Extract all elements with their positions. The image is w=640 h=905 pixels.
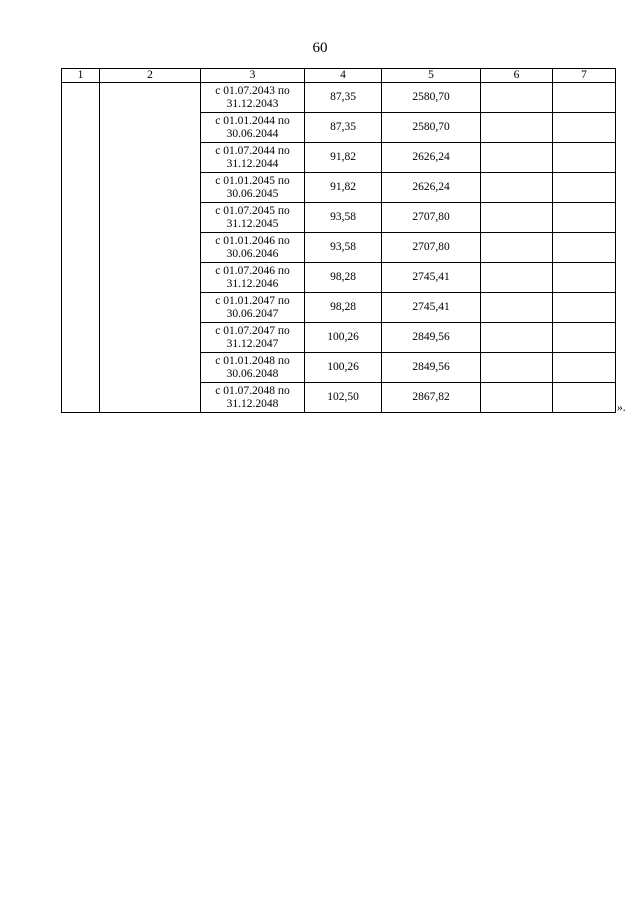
value-col5: 2626,24 — [382, 143, 481, 173]
period-end: 31.12.2048 — [226, 397, 279, 410]
value-col4: 100,26 — [305, 323, 382, 353]
period-start: с 01.01.2045 по — [215, 174, 290, 187]
column-header-2: 2 — [100, 69, 201, 83]
value-col4: 100,26 — [305, 353, 382, 383]
period-start: с 01.07.2045 по — [215, 204, 290, 217]
period-start: с 01.07.2046 по — [215, 264, 290, 277]
value-col7 — [553, 203, 616, 233]
period-cell — [201, 293, 305, 323]
period-cell — [201, 353, 305, 383]
column-header-3: 3 — [201, 69, 305, 83]
value-col7 — [553, 263, 616, 293]
column-header-1: 1 — [62, 69, 100, 83]
value-col4: 87,35 — [305, 113, 382, 143]
period-start: с 01.07.2048 по — [215, 384, 290, 397]
period-end: 31.12.2047 — [226, 337, 279, 350]
period-cell — [201, 263, 305, 293]
period-cell — [201, 113, 305, 143]
value-col5: 2745,41 — [382, 293, 481, 323]
value-col4: 98,28 — [305, 293, 382, 323]
value-col6 — [481, 263, 553, 293]
period-cell — [201, 383, 305, 413]
value-col5: 2580,70 — [382, 83, 481, 113]
value-col5: 2707,80 — [382, 233, 481, 263]
value-col6 — [481, 173, 553, 203]
merged-cell-col1 — [62, 83, 100, 413]
value-col5: 2849,56 — [382, 323, 481, 353]
period-cell — [201, 323, 305, 353]
value-col6 — [481, 233, 553, 263]
period-end: 30.06.2047 — [226, 307, 279, 320]
table-row — [62, 83, 616, 113]
period-start: с 01.07.2047 по — [215, 324, 290, 337]
merged-cell-col2 — [100, 83, 201, 413]
value-col4: 87,35 — [305, 83, 382, 113]
value-col7 — [553, 323, 616, 353]
value-col5: 2745,41 — [382, 263, 481, 293]
table-header-row — [62, 69, 616, 83]
value-col5: 2849,56 — [382, 353, 481, 383]
period-end: 30.06.2048 — [226, 367, 279, 380]
period-start: с 01.01.2044 по — [215, 114, 290, 127]
value-col5: 2626,24 — [382, 173, 481, 203]
column-header-4: 4 — [305, 69, 382, 83]
period-end: 31.12.2046 — [226, 277, 279, 290]
value-col4: 93,58 — [305, 203, 382, 233]
period-cell — [201, 143, 305, 173]
value-col6 — [481, 83, 553, 113]
value-col6 — [481, 353, 553, 383]
value-col4: 91,82 — [305, 173, 382, 203]
period-start: с 01.01.2046 по — [215, 234, 290, 247]
value-col5: 2707,80 — [382, 203, 481, 233]
value-col7 — [553, 383, 616, 413]
value-col4: 93,58 — [305, 233, 382, 263]
period-end: 30.06.2046 — [226, 247, 279, 260]
period-start: с 01.07.2043 по — [215, 84, 290, 97]
value-col6 — [481, 203, 553, 233]
closing-quote-mark: ». — [617, 402, 626, 414]
value-col7 — [553, 353, 616, 383]
period-cell — [201, 83, 305, 113]
value-col6 — [481, 323, 553, 353]
column-header-6: 6 — [481, 69, 553, 83]
value-col7 — [553, 83, 616, 113]
value-col4: 91,82 — [305, 143, 382, 173]
column-header-7: 7 — [553, 69, 616, 83]
value-col5: 2867,82 — [382, 383, 481, 413]
period-start: с 01.01.2047 по — [215, 294, 290, 307]
value-col7 — [553, 113, 616, 143]
period-cell — [201, 233, 305, 263]
period-cell — [201, 173, 305, 203]
period-start: с 01.01.2048 по — [215, 354, 290, 367]
value-col7 — [553, 143, 616, 173]
period-end: 30.06.2044 — [226, 127, 279, 140]
period-start: с 01.07.2044 по — [215, 144, 290, 157]
value-col6 — [481, 293, 553, 323]
value-col7 — [553, 293, 616, 323]
value-col6 — [481, 383, 553, 413]
page-number: 60 — [312, 40, 328, 56]
period-end: 31.12.2043 — [226, 97, 279, 110]
value-col7 — [553, 173, 616, 203]
value-col5: 2580,70 — [382, 113, 481, 143]
value-col4: 102,50 — [305, 383, 382, 413]
period-cell — [201, 203, 305, 233]
period-end: 31.12.2044 — [226, 157, 279, 170]
value-col6 — [481, 143, 553, 173]
value-col4: 98,28 — [305, 263, 382, 293]
value-col6 — [481, 113, 553, 143]
period-end: 31.12.2045 — [226, 217, 279, 230]
tariff-table — [61, 68, 616, 413]
period-end: 30.06.2045 — [226, 187, 279, 200]
value-col7 — [553, 233, 616, 263]
column-header-5: 5 — [382, 69, 481, 83]
